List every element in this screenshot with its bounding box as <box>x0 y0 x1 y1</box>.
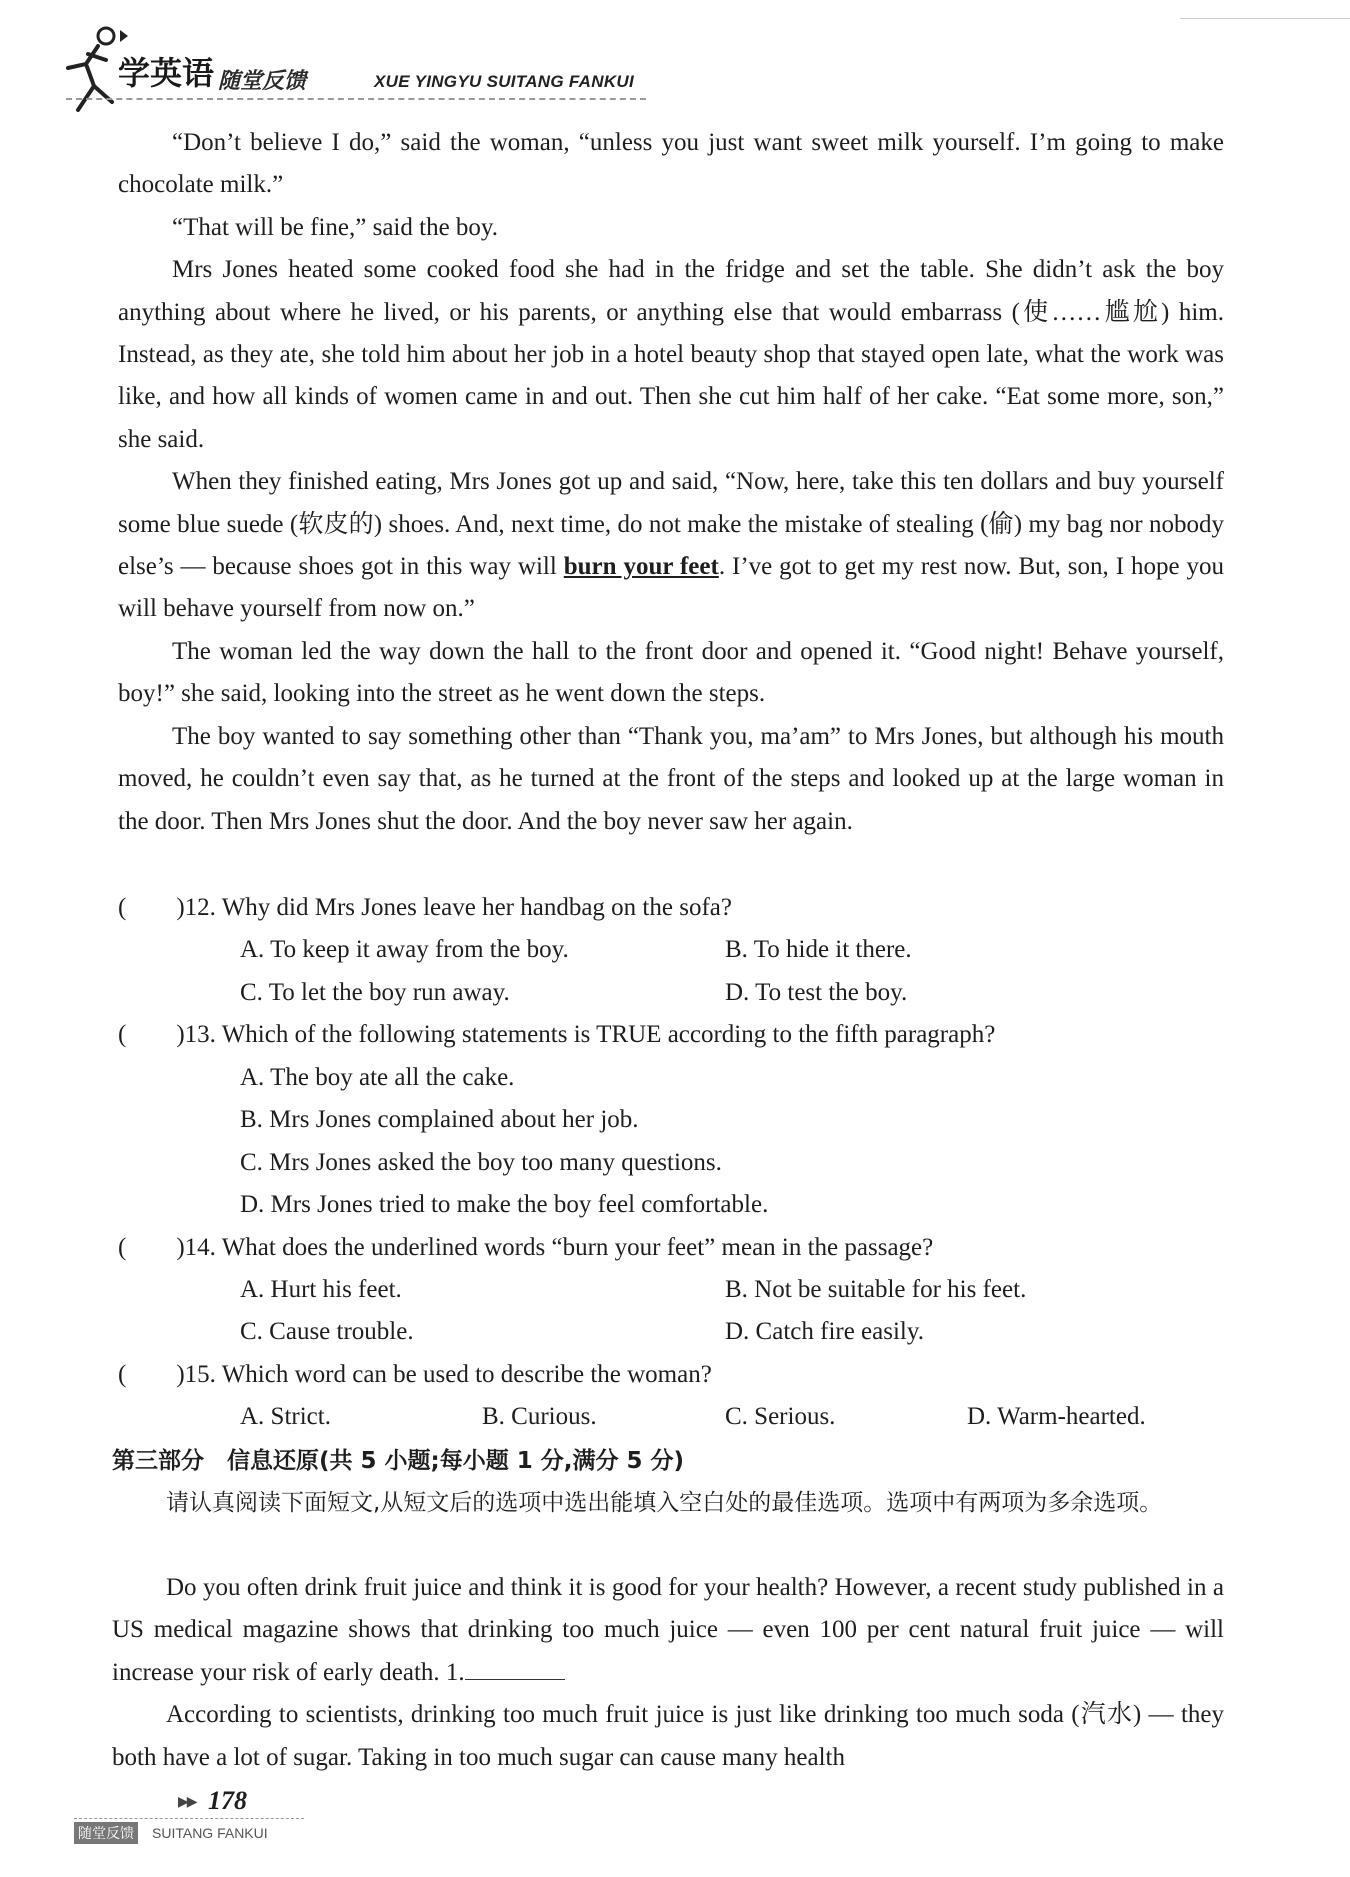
option: C. To let the boy run away. <box>240 979 510 1006</box>
header-pinyin: XUE YINGYU SUITANG FANKUI <box>374 72 635 91</box>
footer-en: SUITANG FANKUI <box>152 1825 268 1841</box>
passage-2 <box>112 1567 1224 1779</box>
header-subtitle: 随堂反馈 <box>218 68 307 94</box>
paragraph-text: Do you often drink fruit juice and think it is good for your health? However, a recent study published in a US medical magazine shows that drinking too much juice — even 100 per cent natural fruit juice — will increase your risk of early death. <box>112 1574 1224 1686</box>
option: B. Mrs Jones complained about her job. <box>240 1106 639 1133</box>
paragraph: Mrs Jones heated some cooked food she had in the fridge and set the table. She didn’t ask the boy anything about where he lived, or his parents, or anything else that would embarrass (使……尴尬) him. Instead, as they ate, she told him about her job in a hotel beauty shop that stayed open late, what the work was like, and how all kinds of women came in and out. Then she cut him half of her cake. “Eat some more, son,” she said. <box>118 256 1224 453</box>
top-edge-line <box>1180 18 1350 19</box>
question-14: ( )14. What does the underlined words “burn your feet” mean in the passage? <box>118 1234 934 1261</box>
answer-blank[interactable] <box>465 1657 565 1680</box>
question-12: ( )12. Why did Mrs Jones leave her handbag on the sofa? <box>118 894 732 921</box>
option: B. Curious. <box>482 1403 597 1430</box>
blank-number: 1. <box>445 1658 465 1686</box>
question-13: ( )13. Which of the following statements is TRUE according to the fifth paragraph? <box>118 1021 996 1048</box>
option: C. Serious. <box>725 1403 836 1430</box>
paragraph: According to scientists, drinking too much fruit juice is just like drinking too much soda (汽水) — they both have a lot of sugar. Taking in too much sugar can cause many health <box>112 1701 1224 1771</box>
paragraph: The boy wanted to say something other than “Thank you, ma’am” to Mrs Jones, but although his mouth moved, he couldn’t even say that, as he turned at the front of the steps and looked up at the large woman in the door. Then Mrs Jones shut the door. And the boy never saw her again. <box>118 722 1224 835</box>
paragraph: The woman led the way down the hall to the front door and opened it. “Good night! Behave yourself, boy!” she said, looking into the street as he went down the steps. <box>118 637 1224 708</box>
paragraph <box>112 1567 1224 1694</box>
option: B. Not be suitable for his feet. <box>725 1276 1027 1303</box>
option: D. Mrs Jones tried to make the boy feel comfortable. <box>240 1191 769 1218</box>
header-title: 学英语 <box>118 54 215 92</box>
footer-rule <box>74 1818 304 1819</box>
option: A. To keep it away from the boy. <box>240 936 569 963</box>
option: A. The boy ate all the cake. <box>240 1064 515 1091</box>
paragraph: “Don’t believe I do,” said the woman, “unless you just want sweet milk yourself. I’m going to make chocolate milk.” <box>118 129 1224 199</box>
option: D. Warm-hearted. <box>967 1403 1146 1430</box>
option: D. Catch fire easily. <box>725 1318 924 1345</box>
option: D. To test the boy. <box>725 979 908 1006</box>
passage <box>118 122 1224 843</box>
option: A. Hurt his feet. <box>240 1276 402 1303</box>
option: A. Strict. <box>240 1403 331 1430</box>
question-15: ( )15. Which word can be used to describe the woman? <box>118 1361 712 1388</box>
option: C. Mrs Jones asked the boy too many questions. <box>240 1149 722 1176</box>
section-title: 第三部分 信息还原(共 5 小题;每小题 1 分,满分 5 分) <box>112 1448 685 1474</box>
option: C. Cause trouble. <box>240 1318 414 1345</box>
paragraph <box>118 461 1224 631</box>
header-rule <box>66 98 646 100</box>
underlined-phrase: burn your feet <box>563 553 719 581</box>
page-arrows-icon: ▶▶ <box>178 1795 196 1810</box>
paragraph-text: When they finished eating, Mrs Jones got up and said, “Now, here, take this ten dollars and buy yourself some blue suede (软皮的) shoes. And, next time, do not make the mistake of stealing (偷) my bag nor nobody else’s — because shoes got in this way will <box>118 468 1224 581</box>
paragraph-text: . I’ve got to get my rest now. But, son, I hope you will behave yourself from now on.” <box>118 553 1225 623</box>
footer-tag: 随堂反馈 <box>74 1822 138 1844</box>
section-instruction <box>112 1482 1224 1524</box>
page-number: 178 <box>208 1786 247 1815</box>
instruction-text: 请认真阅读下面短文,从短文后的选项中选出能填入空白处的最佳选项。选项中有两项为多余选项。 <box>166 1490 1163 1516</box>
paragraph: “That will be fine,” said the boy. <box>172 213 499 241</box>
option: B. To hide it there. <box>725 936 912 963</box>
